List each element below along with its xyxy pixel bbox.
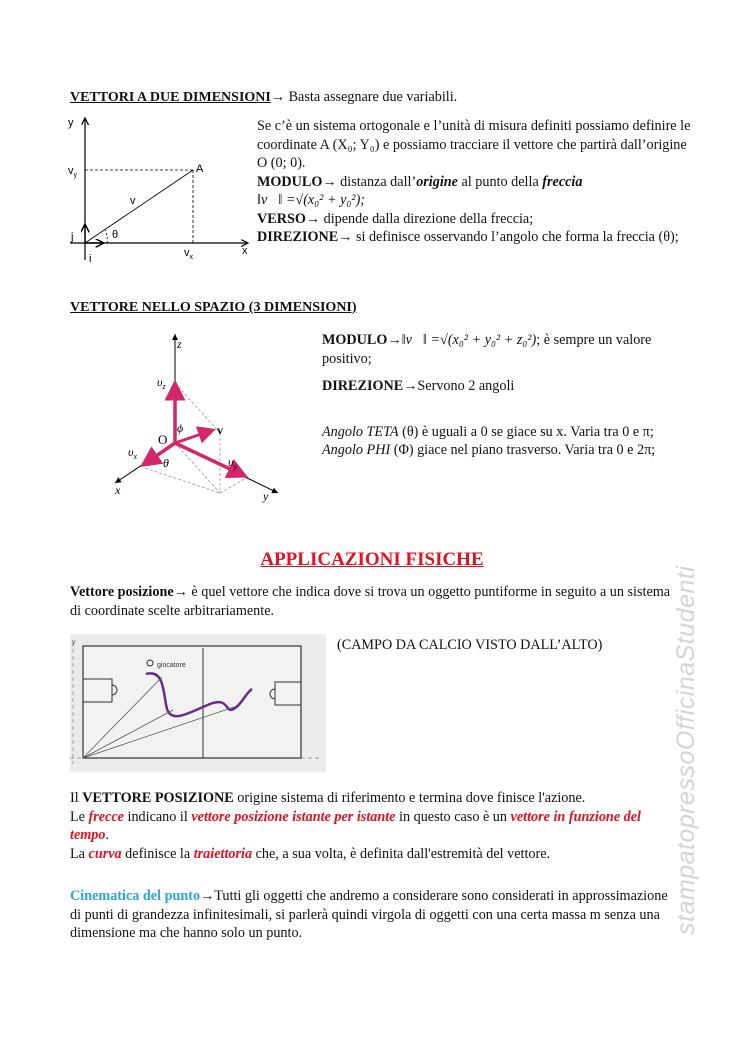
y-axis-label: y — [263, 489, 269, 503]
section-3d-text — [322, 331, 682, 460]
cinematica-paragraph: Cinematica del punto→Tutti gli oggetti che andremo a considerare sono considerati in approssimazione di punti di grandezza infinitesimali, si parlerà quindi virgola di oggetti con una certa massa m senza una dimensione ma che hanno solo un punto. — [70, 888, 668, 941]
theta-label: θ — [163, 456, 169, 470]
heading-tail: → Basta assegnare due variabili. — [270, 89, 458, 105]
direzione-line: DIREZIONE→ si definisce osservando l’angolo che forma la freccia (θ); — [257, 229, 679, 245]
origin-label: O — [158, 432, 168, 447]
phi-label: ϕ — [177, 421, 184, 435]
y-axis-label: y — [68, 117, 74, 129]
x-axis-label: x — [115, 483, 121, 497]
section-heading: VETTORI A DUE DIMENSIONI — [70, 90, 271, 105]
vettore-posizione-explanation — [70, 789, 680, 863]
direzione-3d-line: DIREZIONE→Servono 2 angoli — [322, 378, 515, 394]
watermark: stampatopressoOfficinaStudenti — [672, 565, 700, 935]
phi-line: Angolo PHI (Φ) giace nel piano trasverso. Varia tra 0 e 2π; — [322, 442, 656, 458]
vz-label: $\upsilon_z$ — [157, 375, 166, 391]
vector-2d-diagram — [62, 112, 262, 272]
v-label: v — [217, 423, 223, 437]
applicazioni-title: APPLICAZIONI FISICHE — [260, 549, 484, 570]
vx-label: $v_x$ — [184, 247, 193, 261]
point-a-label: A — [196, 163, 204, 175]
section-2d-heading-line — [70, 88, 457, 108]
modulo-line: MODULO→ distanza dall’origine al punto della freccia — [257, 173, 583, 190]
player-label: giocatore — [157, 662, 186, 669]
p2: Le frecce indicano il vettore posizione istante per istante in questo caso è un vettore in funzione del tempo. — [70, 808, 641, 843]
vy-label: $v_y$ — [68, 165, 77, 179]
vx-label: $\upsilon_x$ — [128, 445, 138, 461]
modulo-formula: ‖v⃗‖ =√(x₀² + y₀²); — [257, 192, 366, 208]
unit-j-label: j — [71, 231, 74, 243]
vector-3d-diagram — [95, 328, 305, 503]
teta-line: Angolo TETA (θ) è uguali a 0 se giace su x. Varia tra 0 e π; — [322, 423, 654, 440]
section-3d-heading: VETTORE NELLO SPAZIO (3 DIMENSIONI) — [70, 300, 357, 315]
modulo-3d-line: MODULO→‖v⃗‖ =√(x₀² + y₀² + z₀²); è sempre un valore positivo; — [322, 332, 652, 367]
soccer-field-sketch — [70, 634, 326, 772]
verso-line: VERSO→ dipende dalla direzione della freccia; — [257, 210, 534, 227]
vector-v-label: v — [130, 195, 136, 207]
x-axis-label: x — [242, 245, 248, 257]
vy-label: $\upsilon_y$ — [228, 455, 238, 471]
vettore-posizione-paragraph: Vettore posizione→ è quel vettore che indica dove si trova un oggetto puntiforme in seguito a un sistema di coordinate scelte arbitrariamente. — [70, 584, 671, 619]
p1: Il VETTORE POSIZIONE origine sistema di riferimento e termina dove finisce l'azione. — [70, 790, 586, 806]
theta-label: θ — [112, 229, 119, 241]
section-2d-text — [257, 117, 697, 247]
unit-i-label: i — [89, 253, 92, 265]
y-axis-label: y — [72, 639, 76, 646]
image-caption: (CAMPO DA CALCIO VISTO DALL’ALTO) — [337, 637, 603, 653]
p3: La curva definisce la traiettoria che, a sua volta, è definita dall'estremità del vettore. — [70, 845, 551, 862]
intro-paragraph: Se c’è un sistema ortogonale e l’unità di misura definiti possiamo definire le coordinate A (X₀; Y₀) e possiamo tracciare il vettore che partirà dall’origine O (0; 0). — [257, 118, 691, 171]
z-axis-label: z — [177, 337, 182, 351]
